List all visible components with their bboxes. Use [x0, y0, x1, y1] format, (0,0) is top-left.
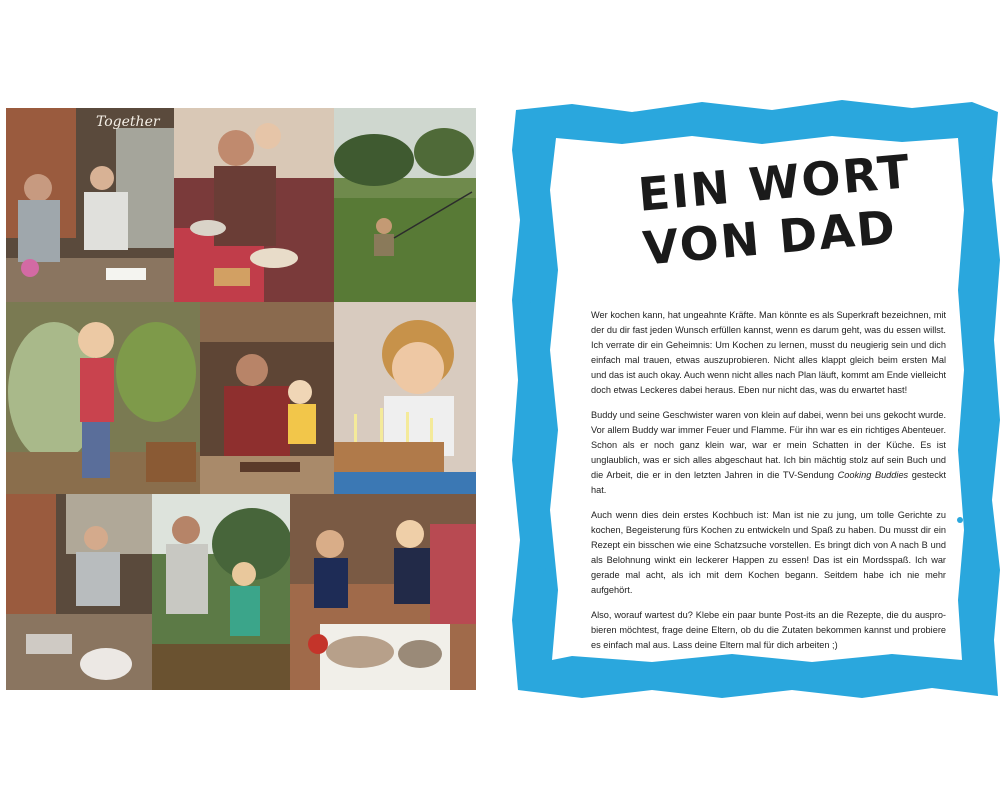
paragraph-1: Wer kochen kann, hat ungeahnte Kräfte. Man könnte es als Superkraft bezeichnen, mit der du dir fast jeden Wunsch erfüllen kannst, wenn es darum geht, was du essen willst. Ich verrate dir ein Geheimnis: Um Kochen zu lernen, musst du neugierig sein und dich einfach mal trauen, etwas auszuprobieren. Nicht alles klappt gleich beim ersten Mal und das ist auch okay. Auch wenn nicht alles nach Plan läuft, kommt am Ende vielleicht doch etwas Leckeres dabei heraus. Eben nur nicht das, was du erwartet hast!	[591, 310, 946, 395]
photo-boy-at-kitchen-counter	[6, 494, 152, 690]
paragraph-3: Auch wenn dies dein erstes Kochbuch ist: Man ist nie zu jung, um tolle Gerichte zu kochen, Begeisterung fürs Kochen zu entwickeln und Spaß zu haben. Du musst dir ein Rezept ein bisschen wie eine Schatzsuche vorstellen. Es bringt dich von A nach B und als Belohnung winkt ein leckerer Happen zu essen! Das ist ein Mordsspaß. Ich war gerade mal acht, als ich mit dem Kochen begann. Seitdem habe ich nie mehr aufgehört.	[591, 510, 946, 595]
photo-family-gardening	[152, 494, 290, 690]
photo-kitchen-dad-and-boy	[6, 108, 174, 302]
photo-boy-with-birthday-cake	[334, 302, 476, 494]
title-line-1: EIN WORT	[636, 144, 914, 222]
neon-sign: Together	[96, 114, 160, 130]
photo-collage	[6, 108, 476, 690]
photo-kids-with-fish	[290, 494, 476, 690]
photo-dad-carrying-daughter	[174, 108, 334, 302]
paragraph-4: Also, worauf wartest du? Klebe ein paar bunte Post-its an die Rezepte, die du auspro-bieren möchtest, frage deine Eltern, ob du die Zutaten bekommen kannst und probiere es einfach mal aus. Lass deine Eltern mal für dich arbeiten ;)	[591, 610, 946, 650]
photo-boy-in-meadow	[334, 108, 476, 302]
photo-girl-in-garden	[6, 302, 200, 494]
title-line-2: VON DAD	[640, 199, 899, 276]
paragraph-2-text-end: gesteckt hat.	[591, 470, 946, 495]
photo-dad-and-child-baking	[200, 302, 334, 494]
body-text	[591, 308, 946, 663]
paragraph-2-text: Buddy und seine Geschwister waren von klein auf dabei, wenn bei uns gekocht wurde. Vor allem Buddy war immer Feuer und Flamme. Für ihn war es ein richtiges Abenteuer. Schon als er noch ganz klein war, war er mein Schatten in der Küche. Es ist unglaublich, was er sich alles abgeschaut hat. Ich bin mächtig stolz auf sein Buch und die Arbeit, die er in den letzten Jahren in die TV-Sendung	[591, 410, 946, 480]
show-title: Cooking Buddies	[837, 470, 909, 480]
paragraph-2	[591, 408, 946, 498]
